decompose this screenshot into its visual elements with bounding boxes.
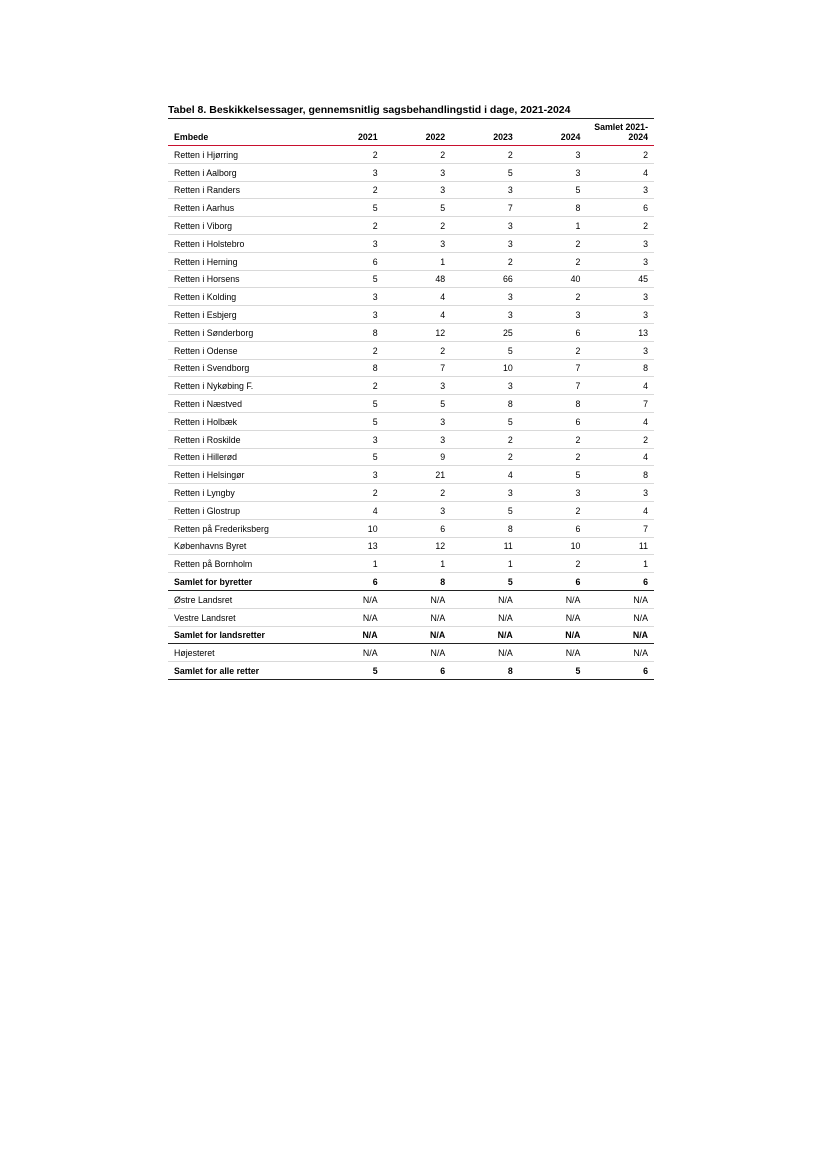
table-row	[168, 484, 654, 502]
table-row	[168, 590, 654, 608]
table-row	[168, 306, 654, 324]
cell-value: 8	[519, 199, 587, 217]
row-label: Retten i Aalborg	[168, 163, 316, 181]
cell-value: 1	[451, 555, 519, 573]
row-label: Retten i Roskilde	[168, 430, 316, 448]
cell-value: 25	[451, 323, 519, 341]
cell-value: 5	[384, 199, 452, 217]
cell-value: N/A	[451, 626, 519, 644]
cell-value: 12	[384, 537, 452, 555]
cell-value: 5	[316, 199, 384, 217]
table-row	[168, 270, 654, 288]
cell-value: 66	[451, 270, 519, 288]
cell-value: 3	[316, 163, 384, 181]
cell-value: 1	[586, 555, 654, 573]
cell-value: 45	[586, 270, 654, 288]
cell-value: N/A	[519, 608, 587, 626]
cell-value: N/A	[384, 590, 452, 608]
data-table	[168, 118, 654, 680]
row-label: Retten i Glostrup	[168, 501, 316, 519]
cell-value: 6	[519, 519, 587, 537]
cell-value: 7	[384, 359, 452, 377]
cell-value: 3	[451, 181, 519, 199]
cell-value: N/A	[316, 644, 384, 662]
table-row	[168, 252, 654, 270]
cell-value: 2	[316, 146, 384, 164]
cell-value: 6	[519, 573, 587, 591]
cell-value: 6	[519, 323, 587, 341]
cell-value: 8	[451, 662, 519, 680]
row-label: Retten i Kolding	[168, 288, 316, 306]
table-row	[168, 199, 654, 217]
table-row	[168, 412, 654, 430]
cell-value: N/A	[316, 590, 384, 608]
cell-value: N/A	[316, 608, 384, 626]
cell-value: 3	[586, 181, 654, 199]
cell-value: 8	[586, 359, 654, 377]
column-header-2023: 2023	[451, 119, 519, 146]
cell-value: 2	[384, 217, 452, 235]
table-row	[168, 519, 654, 537]
table-row	[168, 555, 654, 573]
cell-value: 2	[316, 341, 384, 359]
row-label: Retten i Nykøbing F.	[168, 377, 316, 395]
cell-value: 3	[451, 306, 519, 324]
cell-value: 48	[384, 270, 452, 288]
table-row	[168, 448, 654, 466]
table-row	[168, 608, 654, 626]
cell-value: 2	[519, 252, 587, 270]
cell-value: 2	[384, 341, 452, 359]
table-row	[168, 359, 654, 377]
row-label: Retten i Næstved	[168, 395, 316, 413]
column-header-total: Samlet 2021-2024	[586, 119, 654, 146]
row-label: Retten i Randers	[168, 181, 316, 199]
cell-value: 2	[586, 430, 654, 448]
row-label: Retten i Lyngby	[168, 484, 316, 502]
cell-value: 2	[586, 146, 654, 164]
cell-value: 7	[451, 199, 519, 217]
cell-value: 3	[519, 306, 587, 324]
row-label: Københavns Byret	[168, 537, 316, 555]
row-label: Samlet for byretter	[168, 573, 316, 591]
cell-value: 8	[451, 395, 519, 413]
cell-value: 10	[316, 519, 384, 537]
table-row	[168, 234, 654, 252]
cell-value: 2	[451, 430, 519, 448]
cell-value: 6	[586, 573, 654, 591]
cell-value: 4	[316, 501, 384, 519]
cell-value: 2	[519, 234, 587, 252]
cell-value: N/A	[384, 644, 452, 662]
cell-value: 10	[451, 359, 519, 377]
row-label: Retten på Frederiksberg	[168, 519, 316, 537]
row-label: Retten i Horsens	[168, 270, 316, 288]
cell-value: 8	[519, 395, 587, 413]
cell-value: 2	[519, 555, 587, 573]
cell-value: 5	[451, 163, 519, 181]
table-row	[168, 395, 654, 413]
table-row	[168, 323, 654, 341]
table-row	[168, 466, 654, 484]
cell-value: N/A	[519, 644, 587, 662]
row-label: Østre Landsret	[168, 590, 316, 608]
cell-value: N/A	[519, 590, 587, 608]
table-row	[168, 377, 654, 395]
table-row	[168, 341, 654, 359]
cell-value: 3	[384, 234, 452, 252]
column-header-2021: 2021	[316, 119, 384, 146]
table-row	[168, 163, 654, 181]
cell-value: 3	[586, 252, 654, 270]
cell-value: 5	[384, 395, 452, 413]
cell-value: N/A	[586, 590, 654, 608]
row-label: Retten i Hillerød	[168, 448, 316, 466]
cell-value: 11	[586, 537, 654, 555]
table-row	[168, 217, 654, 235]
cell-value: 8	[451, 519, 519, 537]
cell-value: 4	[451, 466, 519, 484]
row-label: Højesteret	[168, 644, 316, 662]
cell-value: 3	[451, 377, 519, 395]
table-title: Tabel 8. Beskikkelsessager, gennemsnitlig sagsbehandlingstid i dage, 2021-2024	[168, 104, 571, 116]
row-label: Retten i Helsingør	[168, 466, 316, 484]
cell-value: N/A	[451, 644, 519, 662]
table-row	[168, 644, 654, 662]
row-label: Retten i Holstebro	[168, 234, 316, 252]
cell-value: 3	[316, 430, 384, 448]
cell-value: 6	[384, 519, 452, 537]
cell-value: 7	[519, 377, 587, 395]
cell-value: N/A	[519, 626, 587, 644]
row-label: Retten i Herning	[168, 252, 316, 270]
table-row	[168, 146, 654, 164]
table-body	[168, 146, 654, 680]
table-row	[168, 626, 654, 644]
cell-value: 1	[384, 252, 452, 270]
cell-value: 3	[451, 234, 519, 252]
column-header-embede: Embede	[168, 119, 316, 146]
cell-value: 5	[519, 466, 587, 484]
cell-value: N/A	[384, 626, 452, 644]
cell-value: 5	[451, 412, 519, 430]
table-row	[168, 430, 654, 448]
cell-value: 4	[384, 306, 452, 324]
cell-value: 4	[384, 288, 452, 306]
cell-value: N/A	[586, 626, 654, 644]
row-label: Vestre Landsret	[168, 608, 316, 626]
cell-value: 2	[384, 484, 452, 502]
cell-value: 4	[586, 501, 654, 519]
cell-value: 2	[316, 377, 384, 395]
cell-value: 6	[316, 252, 384, 270]
cell-value: 5	[316, 412, 384, 430]
cell-value: 3	[316, 288, 384, 306]
cell-value: 5	[451, 501, 519, 519]
cell-value: 6	[384, 662, 452, 680]
cell-value: 7	[586, 395, 654, 413]
cell-value: N/A	[451, 608, 519, 626]
row-label: Retten i Viborg	[168, 217, 316, 235]
cell-value: N/A	[384, 608, 452, 626]
cell-value: 2	[519, 448, 587, 466]
cell-value: 9	[384, 448, 452, 466]
cell-value: 6	[586, 662, 654, 680]
cell-value: 3	[586, 234, 654, 252]
cell-value: 3	[384, 430, 452, 448]
cell-value: 2	[519, 430, 587, 448]
cell-value: 3	[586, 288, 654, 306]
cell-value: 1	[384, 555, 452, 573]
cell-value: 2	[519, 341, 587, 359]
cell-value: 3	[586, 306, 654, 324]
row-label: Retten i Holbæk	[168, 412, 316, 430]
cell-value: 3	[384, 412, 452, 430]
cell-value: 4	[586, 412, 654, 430]
cell-value: 2	[519, 288, 587, 306]
cell-value: 3	[316, 466, 384, 484]
cell-value: 1	[316, 555, 384, 573]
cell-value: 5	[316, 395, 384, 413]
row-label: Retten på Bornholm	[168, 555, 316, 573]
cell-value: 3	[519, 163, 587, 181]
cell-value: 40	[519, 270, 587, 288]
column-header-2022: 2022	[384, 119, 452, 146]
cell-value: 7	[519, 359, 587, 377]
cell-value: 3	[519, 484, 587, 502]
cell-value: 5	[316, 270, 384, 288]
cell-value: 8	[316, 323, 384, 341]
cell-value: 4	[586, 377, 654, 395]
table-row	[168, 662, 654, 680]
cell-value: 13	[316, 537, 384, 555]
cell-value: N/A	[586, 644, 654, 662]
row-label: Retten i Sønderborg	[168, 323, 316, 341]
row-label: Retten i Esbjerg	[168, 306, 316, 324]
cell-value: 3	[451, 288, 519, 306]
cell-value: 10	[519, 537, 587, 555]
cell-value: 3	[384, 181, 452, 199]
table-block	[168, 103, 654, 680]
cell-value: 3	[451, 217, 519, 235]
cell-value: 5	[519, 181, 587, 199]
table-row	[168, 501, 654, 519]
cell-value: 21	[384, 466, 452, 484]
cell-value: 3	[384, 501, 452, 519]
row-label: Retten i Svendborg	[168, 359, 316, 377]
cell-value: 11	[451, 537, 519, 555]
cell-value: 3	[586, 484, 654, 502]
table-row	[168, 181, 654, 199]
row-label: Samlet for landsretter	[168, 626, 316, 644]
table-row	[168, 288, 654, 306]
cell-value: 7	[586, 519, 654, 537]
cell-value: 4	[586, 448, 654, 466]
cell-value: 2	[451, 448, 519, 466]
row-label: Retten i Hjørring	[168, 146, 316, 164]
cell-value: 3	[316, 234, 384, 252]
cell-value: 5	[316, 448, 384, 466]
table-row	[168, 573, 654, 591]
cell-value: N/A	[316, 626, 384, 644]
cell-value: 5	[451, 341, 519, 359]
column-header-2024: 2024	[519, 119, 587, 146]
cell-value: 4	[586, 163, 654, 181]
cell-value: 6	[519, 412, 587, 430]
cell-value: 5	[519, 662, 587, 680]
cell-value: 2	[451, 146, 519, 164]
row-label: Samlet for alle retter	[168, 662, 316, 680]
cell-value: 13	[586, 323, 654, 341]
cell-value: 8	[384, 573, 452, 591]
cell-value: 2	[316, 217, 384, 235]
cell-value: 5	[316, 662, 384, 680]
cell-value: 6	[586, 199, 654, 217]
row-label: Retten i Aarhus	[168, 199, 316, 217]
table-header	[168, 119, 654, 146]
cell-value: 3	[384, 377, 452, 395]
cell-value: 6	[316, 573, 384, 591]
header-row	[168, 119, 654, 146]
row-label: Retten i Odense	[168, 341, 316, 359]
cell-value: 5	[451, 573, 519, 591]
cell-value: 3	[451, 484, 519, 502]
cell-value: 3	[384, 163, 452, 181]
cell-value: 3	[586, 341, 654, 359]
cell-value: 2	[384, 146, 452, 164]
cell-value: 2	[451, 252, 519, 270]
cell-value: 2	[519, 501, 587, 519]
cell-value: 2	[316, 181, 384, 199]
cell-value: 8	[316, 359, 384, 377]
cell-value: 2	[316, 484, 384, 502]
cell-value: 3	[519, 146, 587, 164]
cell-value: 3	[316, 306, 384, 324]
table-row	[168, 537, 654, 555]
cell-value: N/A	[451, 590, 519, 608]
cell-value: 1	[519, 217, 587, 235]
cell-value: N/A	[586, 608, 654, 626]
cell-value: 12	[384, 323, 452, 341]
cell-value: 2	[586, 217, 654, 235]
cell-value: 8	[586, 466, 654, 484]
